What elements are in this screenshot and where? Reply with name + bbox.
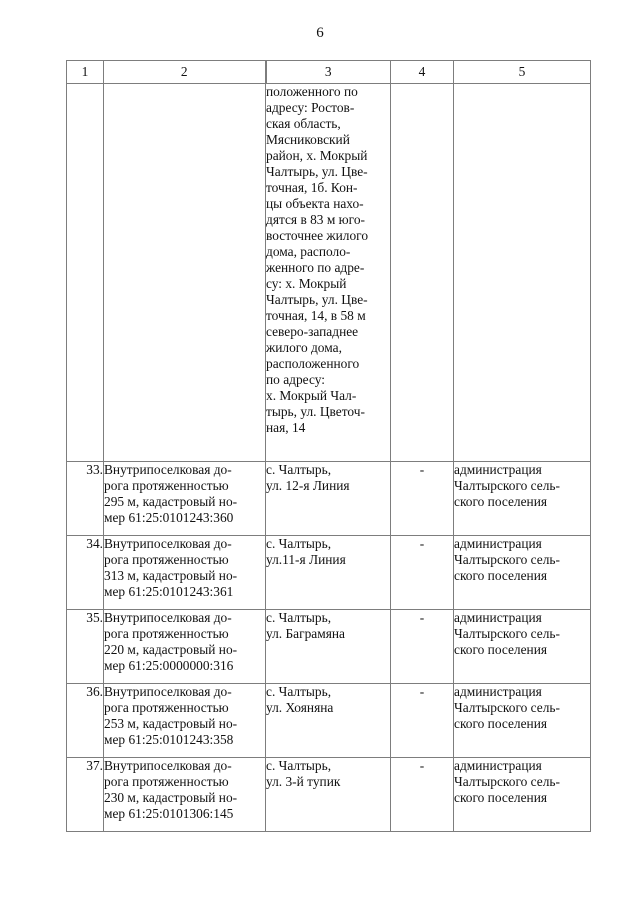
location-cell: с. Чалтырь, ул. 12-я Линия — [266, 462, 391, 536]
object-name-cell — [104, 84, 266, 462]
row-number-cell: 36. — [67, 684, 104, 758]
owner-cell — [454, 84, 591, 462]
row-number-cell: 37. — [67, 758, 104, 832]
table-row — [67, 462, 591, 536]
column-4-cell: - — [391, 758, 454, 832]
column-header-4: 4 — [391, 61, 454, 84]
column-header-1: 1 — [67, 61, 104, 84]
column-4-cell: - — [391, 536, 454, 610]
owner-cell: администрация Чалтырского сель- ского поселения — [454, 758, 591, 832]
owner-cell: администрация Чалтырского сель- ского поселения — [454, 462, 591, 536]
object-name-cell: Внутрипоселковая до- рога протяженностью 295 м, кадастровый но- мер 61:25:0101243:360 — [104, 462, 266, 536]
row-number-cell: 35. — [67, 610, 104, 684]
column-header-5: 5 — [454, 61, 591, 84]
column-header-3: 3 — [266, 61, 391, 84]
object-name-cell: Внутрипоселковая до- рога протяженностью 220 м, кадастровый но- мер 61:25:0000000:316 — [104, 610, 266, 684]
page-number: 6 — [316, 25, 324, 41]
owner-cell: администрация Чалтырского сель- ского поселения — [454, 684, 591, 758]
column-4-cell — [391, 84, 454, 462]
location-cell: с. Чалтырь, ул. Хояняна — [266, 684, 391, 758]
table-header — [67, 61, 591, 84]
table-row — [67, 684, 591, 758]
location-cell: с. Чалтырь, ул. 3-й тупик — [266, 758, 391, 832]
object-name-cell: Внутрипоселковая до- рога протяженностью 253 м, кадастровый но- мер 61:25:0101243:358 — [104, 684, 266, 758]
location-cell: с. Чалтырь, ул.11-я Линия — [266, 536, 391, 610]
column-4-cell: - — [391, 610, 454, 684]
table-row-continuation — [67, 84, 591, 462]
object-name-cell: Внутрипоселковая до- рога протяженностью 313 м, кадастровый но- мер 61:25:0101243:361 — [104, 536, 266, 610]
owner-cell: администрация Чалтырского сель- ского поселения — [454, 610, 591, 684]
column-4-cell: - — [391, 462, 454, 536]
row-number-cell — [67, 84, 104, 462]
owner-cell: администрация Чалтырского сель- ского поселения — [454, 536, 591, 610]
table-row — [67, 610, 591, 684]
column-header-2: 2 — [104, 61, 266, 84]
row-number-cell: 34. — [67, 536, 104, 610]
registry-table — [66, 60, 591, 832]
table-body — [67, 84, 591, 832]
table-row — [67, 536, 591, 610]
location-cell: положенного по адресу: Ростов- ская область, Мясниковский район, х. Мокрый Чалтырь, ул. Цве- точная, 1б. Кон- цы объекта нахо- дятся в 83 м юго- восточнее жилого дома, располо- женного по адре- су: х. Мокрый Чалтырь, ул. Цве- точная, 14, в 58 м северо-западнее жилого дома, расположенного по адресу: х. Мокрый Чал- тырь, ул. Цветоч- ная, 14 — [266, 84, 391, 462]
object-name-cell: Внутрипоселковая до- рога протяженностью 230 м, кадастровый но- мер 61:25:0101306:145 — [104, 758, 266, 832]
row-number-cell: 33. — [67, 462, 104, 536]
column-4-cell: - — [391, 684, 454, 758]
table-row — [67, 758, 591, 832]
location-cell: с. Чалтырь, ул. Баграмяна — [266, 610, 391, 684]
